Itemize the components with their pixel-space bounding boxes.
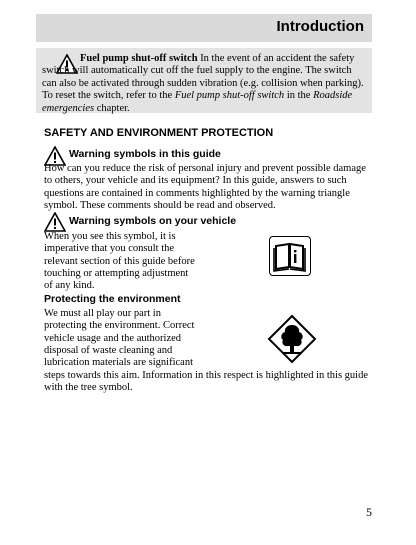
text-line: lubrication materials are significant xyxy=(44,357,193,369)
warning-guide-heading: Warning symbols in this guide xyxy=(69,148,221,160)
book-symbol xyxy=(270,237,309,274)
text-line: of any kind. xyxy=(44,280,95,292)
owner-guide-book-icon xyxy=(269,236,311,276)
text-line: When you see this symbol, it is xyxy=(44,231,176,242)
text-line: relevant section of this guide before xyxy=(44,255,195,267)
warning-guide-body: How can you reduce the risk of personal injury and prevent possible damage to others, your vehicle and its equipment? In this guide, answers to such questions are contained in comments highlighted by the warning triangle symbol. These comments should be read and observed. xyxy=(44,163,366,211)
warning-vehicle-heading: Warning symbols on your vehicle xyxy=(69,215,237,227)
text-line: touching or attempting adjustment xyxy=(44,267,189,279)
page-number: 5 xyxy=(366,505,372,519)
text-line: disposal of waste cleaning and xyxy=(44,344,173,356)
section-title: SAFETY AND ENVIRONMENT PROTECTION xyxy=(44,127,274,139)
environment-heading: Protecting the environment xyxy=(44,293,181,305)
text-line: protecting the environment. Correct xyxy=(44,320,195,332)
warning-triangle-icon xyxy=(44,212,66,232)
fuel-pump-warning-box xyxy=(36,48,372,113)
fuel-pump-tail: chapter. xyxy=(94,102,130,114)
warning-vehicle-body xyxy=(44,231,254,292)
text-line: vehicle usage and the authorized xyxy=(44,332,182,344)
environment-body-continued: steps towards this aim. Information in this respect is highlighted in this guide with the tree symbol. xyxy=(44,370,369,394)
fuel-pump-lead: Fuel pump shut-off switch xyxy=(80,53,198,64)
text-line: We must all play our part in xyxy=(44,308,161,319)
environment-body xyxy=(44,308,264,369)
text-line: imperative that you consult the xyxy=(44,243,175,255)
page-title: Introduction xyxy=(276,18,364,35)
header-bar xyxy=(36,14,372,42)
roadside-chapter-ref: Roadside emergencies xyxy=(42,90,353,114)
fuel-pump-body: In the event of an accident the safety switch will automatically cut off the fuel supply to the engine. The switch can also be activated through sudden vibration (e.g. collision when parking). To reset the switch, refer to the xyxy=(42,53,364,102)
fuel-pump-ref: Fuel pump shut-off switch xyxy=(174,90,285,102)
fuel-pump-warning-text xyxy=(42,53,368,115)
environment-tree-icon xyxy=(267,314,317,364)
fuel-pump-mid: in the xyxy=(284,90,314,102)
